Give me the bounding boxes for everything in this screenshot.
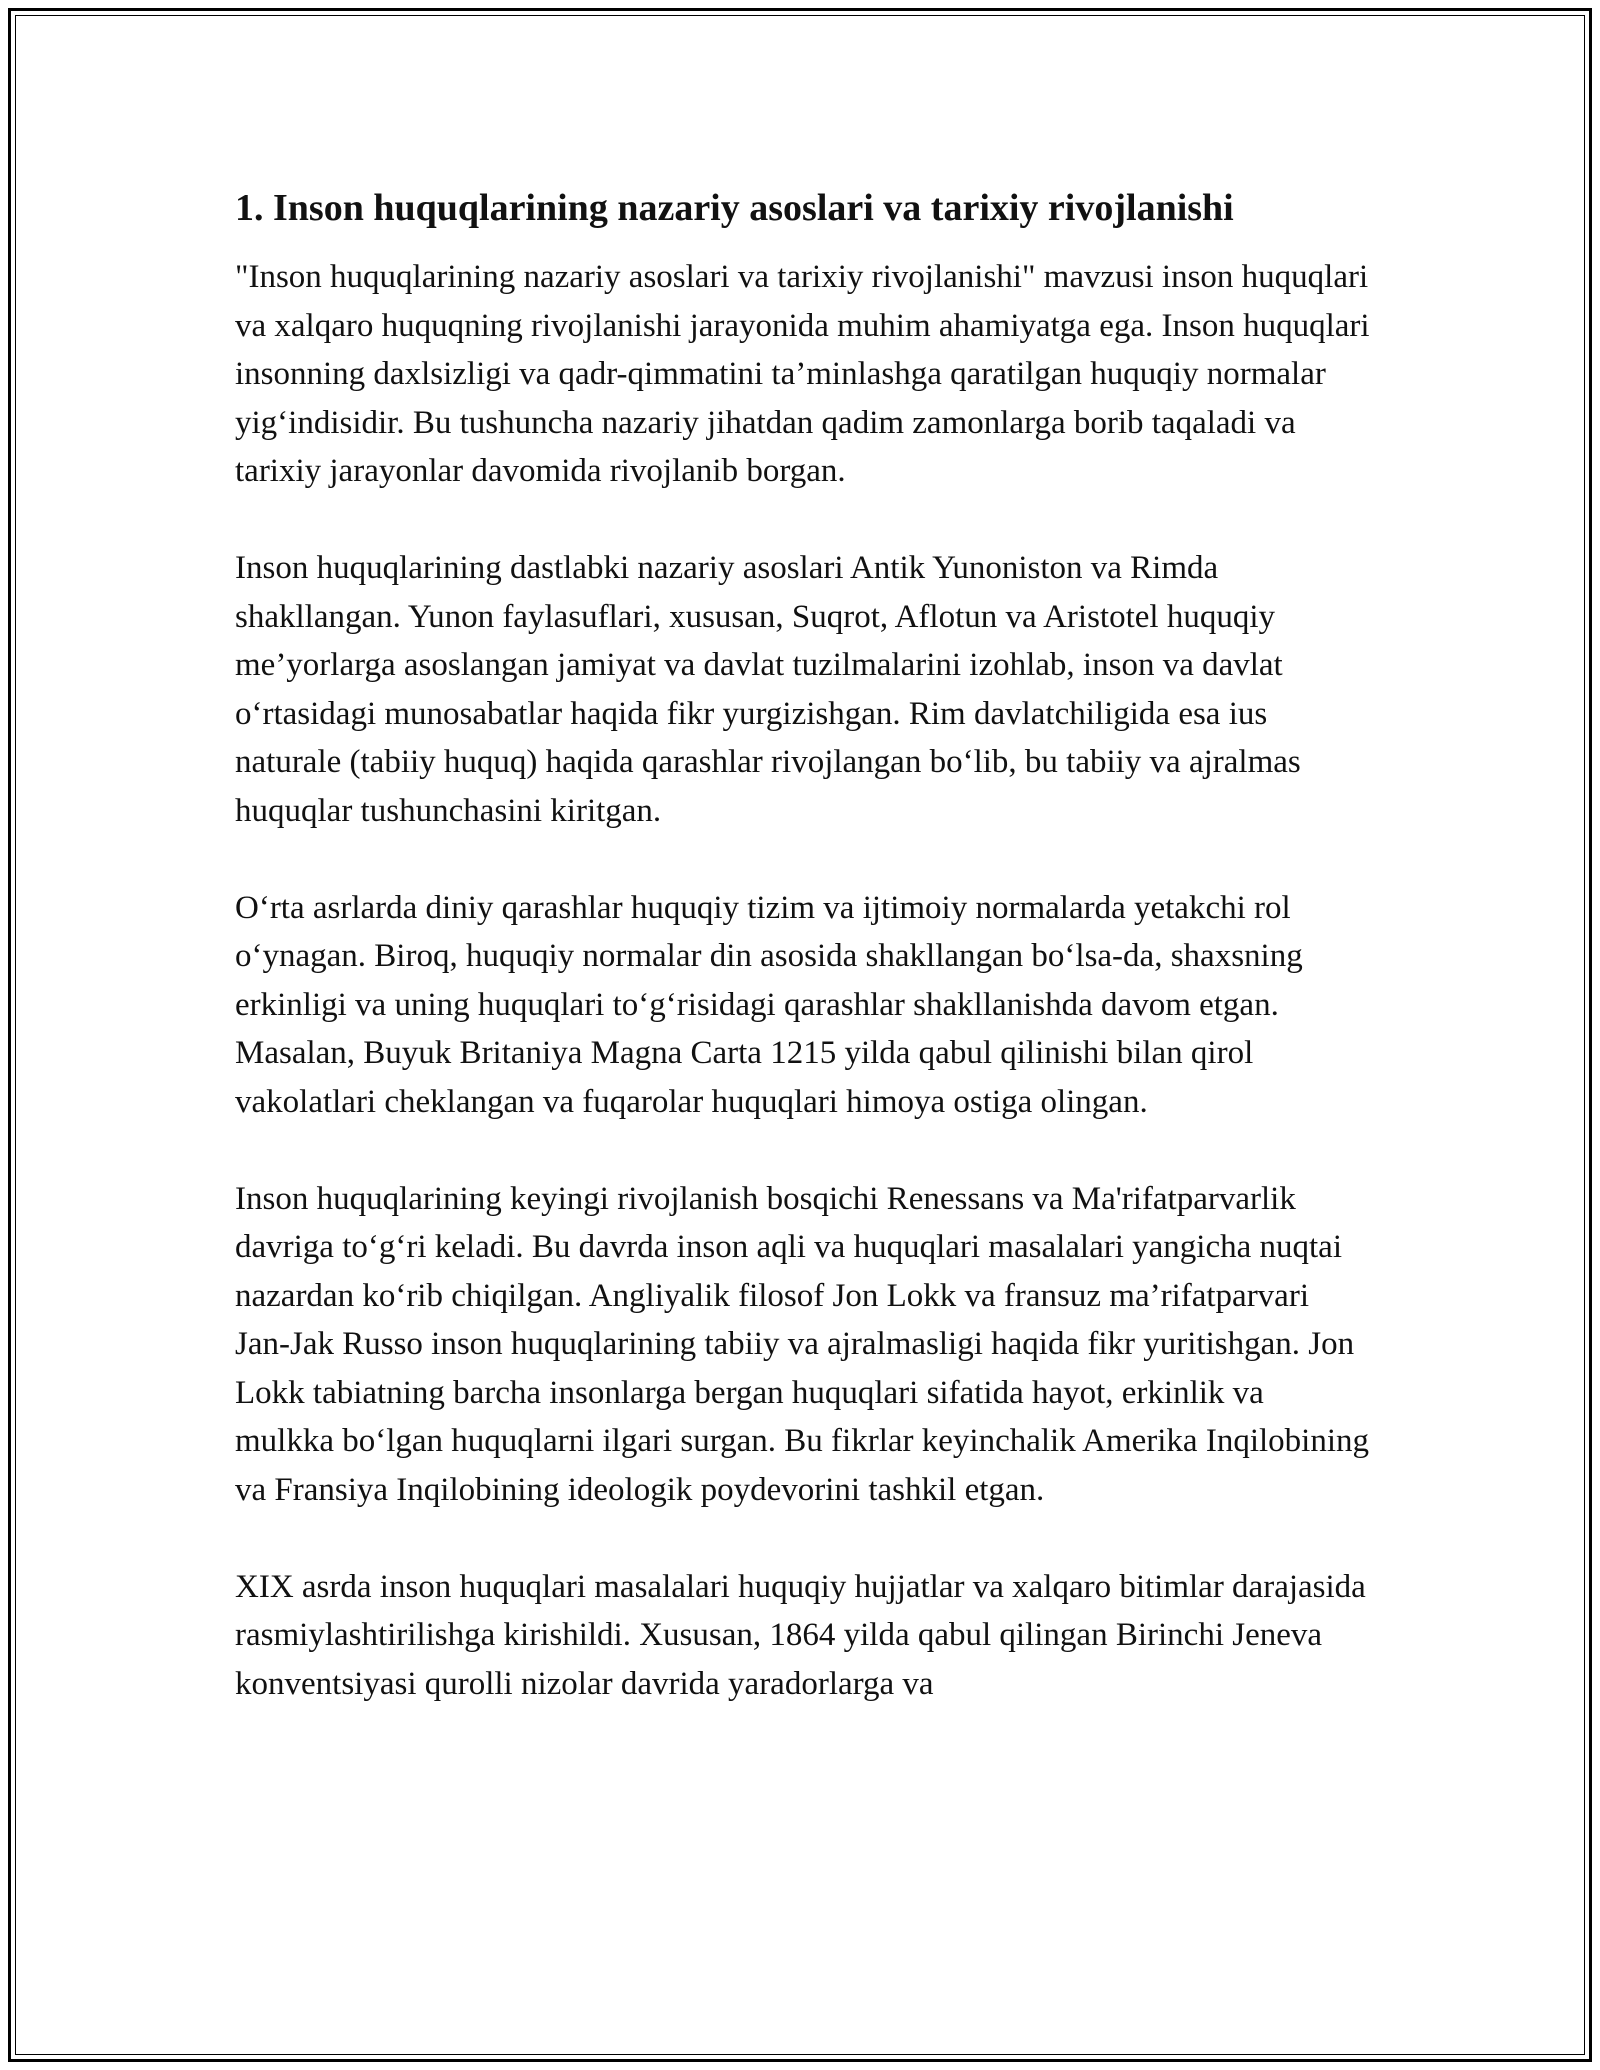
section-heading: 1. Inson huquqlarining nazariy asoslari va tarixiy rivojlanishi (235, 187, 1234, 229)
paragraph-nineteenth-century: XIX asrda inson huquqlari masalalari huquqiy hujjatlar va xalqaro bitimlar darajasida rasmiylashtirilishga kirishildi. Xususan, 1864 yilda qabul qilingan Birinchi Jeneva konventsiyasi qurolli nizolar davrida yaradorlarga va (235, 1568, 1366, 1702)
paragraph-antiquity: Inson huquqlarining dastlabki nazariy asoslari Antik Yunoniston va Rimda shakllangan. Yunon faylasuflari, xususan, Suqrot, Aflotun va Aristotel huquqiy me’yorlarga asoslangan jamiyat va davlat tuzilmalarini izohlab, inson va davlat o‘rtasidagi munosabatlar haqida fikr yurgizishgan. Rim davlatchiligida esa ius naturale (tabiiy huquq) haqida qarashlar rivojlangan bo‘lib, bu tabiiy va ajralmas huquqlar tushunchasini kiritgan. (235, 550, 1301, 829)
document-body (235, 185, 1370, 1708)
paragraph-middle-ages: O‘rta asrlarda diniy qarashlar huquqiy tizim va ijtimoiy normalarda yetakchi rol o‘ynagan. Biroq, huquqiy normalar din asosida shakllangan bo‘lsa-da, shaxsning erkinligi va uning huquqlari to‘g‘risidagi qarashlar shakllanishda davom etgan. Masalan, Buyuk Britaniya Magna Carta 1215 yilda qabul qilinishi bilan qirol vakolatlari cheklangan va fuqarolar huquqlari himoya ostiga olingan. (235, 889, 1303, 1120)
paragraph-enlightenment: Inson huquqlarining keyingi rivojlanish bosqichi Renessans va Ma'rifatparvarlik davriga to‘g‘ri keladi. Bu davrda inson aqli va huquqlari masalalari yangicha nuqtai nazardan ko‘rib chiqilgan. Angliyalik filosof Jon Lokk va fransuz ma’rifatparvari Jan-Jak Russo inson huquqlarining tabiiy va ajralmasligi haqida fikr yuritishgan. Jon Lokk tabiatning barcha insonlarga bergan huquqlari sifatida hayot, erkinlik va mulkka bo‘lgan huquqlarni ilgari surgan. Bu fikrlar keyinchalik Amerika Inqilobining va Fransiya Inqilobining ideologik poydevorini tashkil etgan. (235, 1180, 1369, 1508)
paragraph-intro: "Inson huquqlarining nazariy asoslari va tarixiy rivojlanishi" mavzusi inson huquqlari va xalqaro huquqning rivojlanishi jarayonida muhim ahamiyatga ega. Inson huquqlari insonning daxlsizligi va qadr-qimmatini ta’minlashga qaratilgan huquqiy normalar yig‘indisidir. Bu tushuncha nazariy jihatdan qadim zamonlarga borib taqaladi va tarixiy jarayonlar davomida rivojlanib borgan. (235, 259, 1370, 489)
